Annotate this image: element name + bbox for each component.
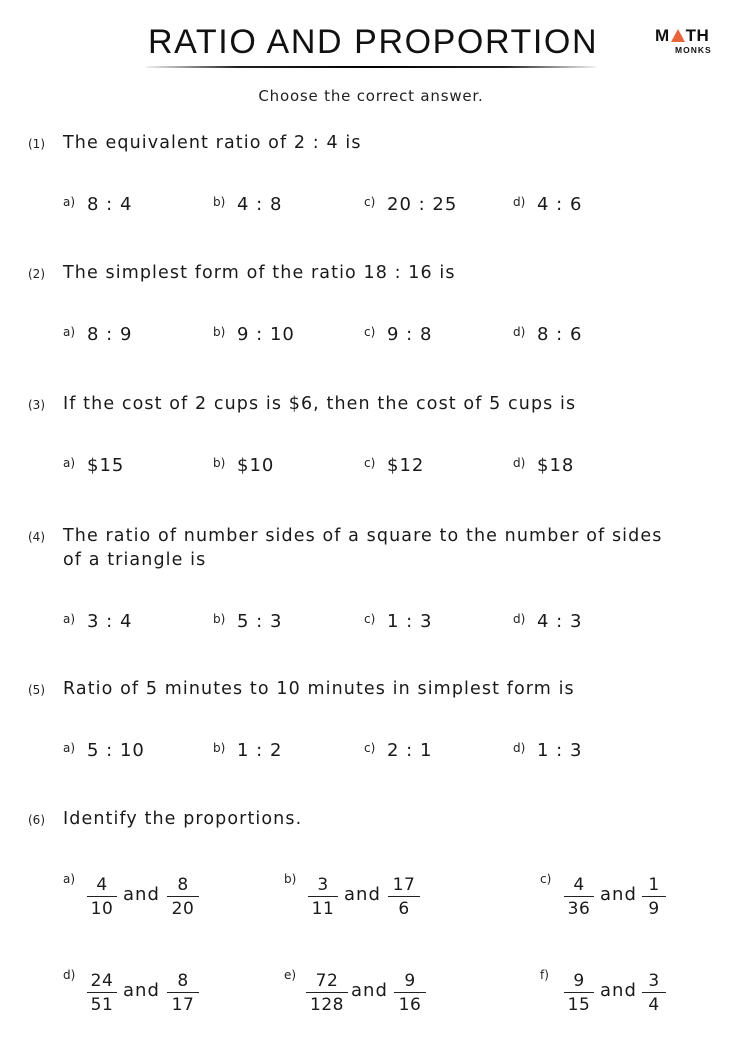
option-value[interactable]: 1 : 2 (237, 740, 283, 761)
connector-text: and (123, 980, 160, 1001)
question-number: (6) (28, 813, 45, 827)
math-monks-logo (655, 27, 717, 57)
option-label: b) (284, 872, 297, 886)
option-label: b) (213, 325, 226, 339)
logo-wordmark: M TH (655, 26, 710, 45)
denominator: 16 (398, 995, 422, 1015)
question-number: (4) (28, 530, 45, 544)
numerator: 8 (177, 875, 189, 895)
numerator: 3 (317, 875, 329, 895)
option-label: c) (364, 195, 376, 209)
fraction-option-c[interactable] (540, 872, 690, 932)
numerator: 9 (573, 971, 585, 991)
fraction-option-b[interactable] (284, 872, 434, 932)
logo-subtext: MONKS (675, 45, 712, 55)
option-label: a) (63, 612, 76, 626)
question-number: (1) (28, 137, 45, 151)
option-value[interactable]: 4 : 6 (537, 194, 583, 215)
option-value[interactable]: 1 : 3 (387, 611, 433, 632)
option-label: c) (364, 741, 376, 755)
option-label: d) (513, 195, 526, 209)
option-label: a) (63, 325, 76, 339)
option-label: d) (513, 612, 526, 626)
question-text: Identify the proportions. (63, 809, 303, 829)
question-number: (5) (28, 683, 45, 697)
fraction-option-f[interactable] (540, 968, 690, 1028)
denominator: 6 (398, 899, 410, 919)
option-value[interactable]: $10 (237, 455, 275, 476)
instructions: Choose the correct answer. (258, 87, 484, 105)
fraction (564, 970, 594, 1017)
fraction (87, 874, 117, 921)
denominator: 15 (567, 995, 591, 1015)
triangle-icon (671, 29, 685, 42)
option-label: f) (540, 968, 549, 982)
option-label: c) (364, 456, 376, 470)
denominator: 36 (567, 899, 591, 919)
option-label: e) (284, 968, 297, 982)
option-label: d) (63, 968, 76, 982)
fraction (167, 970, 199, 1017)
denominator: 20 (171, 899, 195, 919)
denominator: 10 (90, 899, 114, 919)
fraction (87, 970, 117, 1017)
option-value[interactable]: $15 (87, 455, 125, 476)
fraction (564, 874, 594, 921)
question-number: (3) (28, 398, 45, 412)
option-value[interactable]: $18 (537, 455, 575, 476)
numerator: 17 (392, 875, 416, 895)
option-value[interactable]: 5 : 3 (237, 611, 283, 632)
option-value[interactable]: 8 : 6 (537, 324, 583, 345)
denominator: 51 (90, 995, 114, 1015)
numerator: 3 (648, 971, 660, 991)
connector-text: and (344, 884, 381, 905)
fraction-option-d[interactable] (63, 968, 213, 1028)
question-text: The ratio of number sides of a square to the number of sides of a triangle is (63, 526, 663, 570)
numerator: 4 (573, 875, 585, 895)
fraction (308, 874, 338, 921)
option-label: c) (364, 612, 376, 626)
numerator: 24 (90, 971, 114, 991)
numerator: 8 (177, 971, 189, 991)
connector-text: and (123, 884, 160, 905)
option-value[interactable]: $12 (387, 455, 425, 476)
numerator: 9 (404, 971, 416, 991)
option-label: a) (63, 195, 76, 209)
option-label: a) (63, 741, 76, 755)
question-text: The simplest form of the ratio 18 : 16 is (63, 263, 456, 283)
fraction-option-e[interactable] (284, 968, 444, 1028)
denominator: 17 (171, 995, 195, 1015)
option-label: b) (213, 195, 226, 209)
denominator: 9 (648, 899, 660, 919)
option-label: d) (513, 325, 526, 339)
option-value[interactable]: 1 : 3 (537, 740, 583, 761)
connector-text: and (600, 980, 637, 1001)
connector-text: and (351, 980, 388, 1001)
numerator: 4 (96, 875, 108, 895)
fraction (394, 970, 426, 1017)
option-value[interactable]: 3 : 4 (87, 611, 133, 632)
title-underline (146, 66, 596, 68)
denominator: 11 (311, 899, 335, 919)
fraction (306, 970, 348, 1017)
denominator: 128 (310, 995, 344, 1015)
option-value[interactable]: 9 : 10 (237, 324, 295, 345)
option-value[interactable]: 8 : 4 (87, 194, 133, 215)
fraction (167, 874, 199, 921)
option-value[interactable]: 4 : 3 (537, 611, 583, 632)
denominator: 4 (648, 995, 660, 1015)
question-text: If the cost of 2 cups is $6, then the cost of 5 cups is (63, 394, 577, 414)
worksheet-title: RATIO AND PROPORTION (148, 23, 599, 61)
option-label: b) (213, 741, 226, 755)
option-value[interactable]: 8 : 9 (87, 324, 133, 345)
fraction-option-a[interactable] (63, 872, 213, 932)
option-label: a) (63, 456, 76, 470)
option-value[interactable]: 4 : 8 (237, 194, 283, 215)
fraction (642, 874, 666, 921)
option-label: d) (513, 456, 526, 470)
question-number: (2) (28, 267, 45, 281)
option-value[interactable]: 20 : 25 (387, 194, 458, 215)
option-value[interactable]: 9 : 8 (387, 324, 433, 345)
question-text: Ratio of 5 minutes to 10 minutes in simplest form is (63, 679, 575, 699)
option-label: a) (63, 872, 76, 886)
option-label: b) (213, 456, 226, 470)
option-label: b) (213, 612, 226, 626)
fraction (388, 874, 420, 921)
option-label: d) (513, 741, 526, 755)
option-value[interactable]: 2 : 1 (387, 740, 433, 761)
numerator: 72 (315, 971, 339, 991)
option-label: c) (364, 325, 376, 339)
question-text: The equivalent ratio of 2 : 4 is (63, 133, 362, 153)
option-label: c) (540, 872, 552, 886)
fraction (642, 970, 666, 1017)
connector-text: and (600, 884, 637, 905)
option-value[interactable]: 5 : 10 (87, 740, 145, 761)
numerator: 1 (648, 875, 660, 895)
